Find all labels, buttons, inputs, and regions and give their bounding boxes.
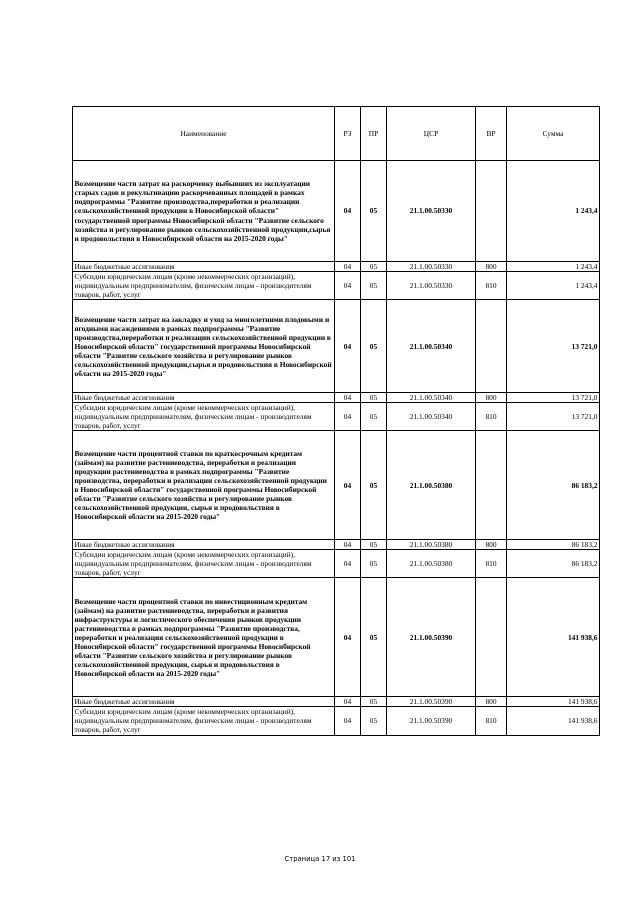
row-name: Иные бюджетные ассигнования: [73, 540, 335, 550]
row-rz: 04: [335, 431, 361, 540]
row-sum: 86 183,2: [507, 550, 600, 578]
header-pr: ПР: [361, 107, 387, 161]
row-csr: 21.1.00.50380: [387, 431, 476, 540]
row-vr: 810: [476, 707, 507, 735]
row-rz: 04: [335, 578, 361, 697]
table-row: [73, 431, 600, 540]
table-row: [73, 550, 600, 578]
header-name: Наименование: [73, 107, 335, 161]
table-row: [73, 707, 600, 735]
row-vr: [476, 300, 507, 393]
row-sum: 13 721,0: [507, 393, 600, 403]
row-rz: 04: [335, 403, 361, 431]
row-sum: 1 243,4: [507, 161, 600, 262]
row-rz: 04: [335, 697, 361, 707]
table-row: [73, 393, 600, 403]
row-csr: 21.1.00.50340: [387, 403, 476, 431]
row-pr: 05: [361, 300, 387, 393]
row-name: Субсидии юридическим лицам (кроме некоммерческих организаций), индивидуальным предпринимателям, физическим лицам - производителям товаров, работ, услуг: [73, 272, 335, 300]
budget-table: [72, 106, 600, 736]
table-row: [73, 540, 600, 550]
row-csr: 21.1.00.50380: [387, 550, 476, 578]
row-vr: 800: [476, 540, 507, 550]
row-name: Субсидии юридическим лицам (кроме некоммерческих организаций), индивидуальным предпринимателям, физическим лицам - производителям товаров, работ, услуг: [73, 403, 335, 431]
row-csr: 21.1.00.50330: [387, 262, 476, 272]
row-pr: 05: [361, 272, 387, 300]
table-row: [73, 161, 600, 262]
row-csr: 21.1.00.50380: [387, 540, 476, 550]
row-sum: 86 183,2: [507, 431, 600, 540]
row-vr: 800: [476, 697, 507, 707]
table-header-row: [73, 107, 600, 161]
row-vr: 800: [476, 393, 507, 403]
row-csr: 21.1.00.50340: [387, 300, 476, 393]
row-rz: 04: [335, 262, 361, 272]
row-name: Возмещение части процентной ставки по краткосрочным кредитам (займам) на развитие растениеводства, переработки и реализации продукции растениеводства в рамках подпрограммы "Развитие производства, переработки и реализации сельскохозяйственной продукции в Новосибирской области" государственной программы Новосибирской области "Развитие сельского хозяйства и регулирование рынков сельскохозяйственной продукции, сырья и продовольствия в Новосибирской области на 2015-2020 годы": [73, 431, 335, 540]
row-csr: 21.1.00.50390: [387, 707, 476, 735]
row-vr: [476, 161, 507, 262]
row-pr: 05: [361, 431, 387, 540]
row-pr: 05: [361, 540, 387, 550]
row-csr: 21.1.00.50390: [387, 697, 476, 707]
row-csr: 21.1.00.50330: [387, 272, 476, 300]
row-vr: 810: [476, 403, 507, 431]
table-row: [73, 578, 600, 697]
row-sum: 1 243,4: [507, 262, 600, 272]
row-name: Иные бюджетные ассигнования: [73, 393, 335, 403]
row-name: Возмещение части затрат на раскорчевку выбывших из эксплуатации старых садов и рекультивацию раскорчеванных площадей в рамках подпрограммы "Развитие производства,переработки и реализации сельскохозяйственной продукции в Новосибирской области" государственной программы Новосибирской области "Развитие сельского хозяйства и регулирование рынков сельскохозяйственной продукции,сырья и продовольствия в Новосибирской области на 2015-2020 годы": [73, 161, 335, 262]
row-rz: 04: [335, 550, 361, 578]
row-vr: 810: [476, 550, 507, 578]
row-sum: 13 721,0: [507, 300, 600, 393]
row-name: Иные бюджетные ассигнования: [73, 262, 335, 272]
row-pr: 05: [361, 578, 387, 697]
table-row: [73, 262, 600, 272]
row-rz: 04: [335, 300, 361, 393]
table-row: [73, 403, 600, 431]
row-sum: 1 243,4: [507, 272, 600, 300]
row-sum: 13 721,0: [507, 403, 600, 431]
row-sum: 86 183,2: [507, 540, 600, 550]
row-vr: [476, 431, 507, 540]
row-pr: 05: [361, 550, 387, 578]
row-name: Субсидии юридическим лицам (кроме некоммерческих организаций), индивидуальным предпринимателям, физическим лицам - производителям товаров, работ, услуг: [73, 707, 335, 735]
row-rz: 04: [335, 540, 361, 550]
header-csr: ЦСР: [387, 107, 476, 161]
row-rz: 04: [335, 272, 361, 300]
row-name: Иные бюджетные ассигнования: [73, 697, 335, 707]
row-name: Субсидии юридическим лицам (кроме некоммерческих организаций), индивидуальным предпринимателям, физическим лицам - производителям товаров, работ, услуг: [73, 550, 335, 578]
row-rz: 04: [335, 161, 361, 262]
row-pr: 05: [361, 393, 387, 403]
row-csr: 21.1.00.50330: [387, 161, 476, 262]
row-pr: 05: [361, 262, 387, 272]
row-vr: 800: [476, 262, 507, 272]
row-pr: 05: [361, 161, 387, 262]
row-sum: 141 938,6: [507, 578, 600, 697]
row-name: Возмещение части затрат на закладку и уход за многолетними плодовыми и ягодными насаждениями в рамках подпрограммы "Развитие производства,переработки и реализации сельскохозяйственной продукции в Новосибирской области" государственной программы Новосибирской области "Развитие сельского хозяйства и регулирование рынков сельскохозяйственной продукции,сырья и продовольствия в Новосибирской области на 2015-2020 годы": [73, 300, 335, 393]
row-sum: 141 938,6: [507, 707, 600, 735]
row-pr: 05: [361, 403, 387, 431]
page-number: Страница 17 из 101: [284, 855, 356, 863]
header-vr: ВР: [476, 107, 507, 161]
row-pr: 05: [361, 697, 387, 707]
row-vr: [476, 578, 507, 697]
row-rz: 04: [335, 393, 361, 403]
table-row: [73, 697, 600, 707]
row-vr: 810: [476, 272, 507, 300]
table-row: [73, 272, 600, 300]
row-rz: 04: [335, 707, 361, 735]
table-row: [73, 300, 600, 393]
row-name: Возмещение части процентной ставки по инвестиционным кредитам (займам) на развитие растениеводства, переработки и развития инфраструктуры и логистического обеспечения рынков продукции растениеводства в рамках подпрограммы "Развитие производства, переработки и реализация сельскохозяйственной продукции в Новосибирской области" государственной программы Новосибирской области "Развитие сельского хозяйства и регулирование рынков сельскохозяйственной продукции, сырья и продовольствия в Новосибирской области на 2015-2020 годы": [73, 578, 335, 697]
row-sum: 141 938,6: [507, 697, 600, 707]
header-rz: РЗ: [335, 107, 361, 161]
row-csr: 21.1.00.50340: [387, 393, 476, 403]
row-csr: 21.1.00.50390: [387, 578, 476, 697]
row-pr: 05: [361, 707, 387, 735]
header-sum: Сумма: [507, 107, 600, 161]
